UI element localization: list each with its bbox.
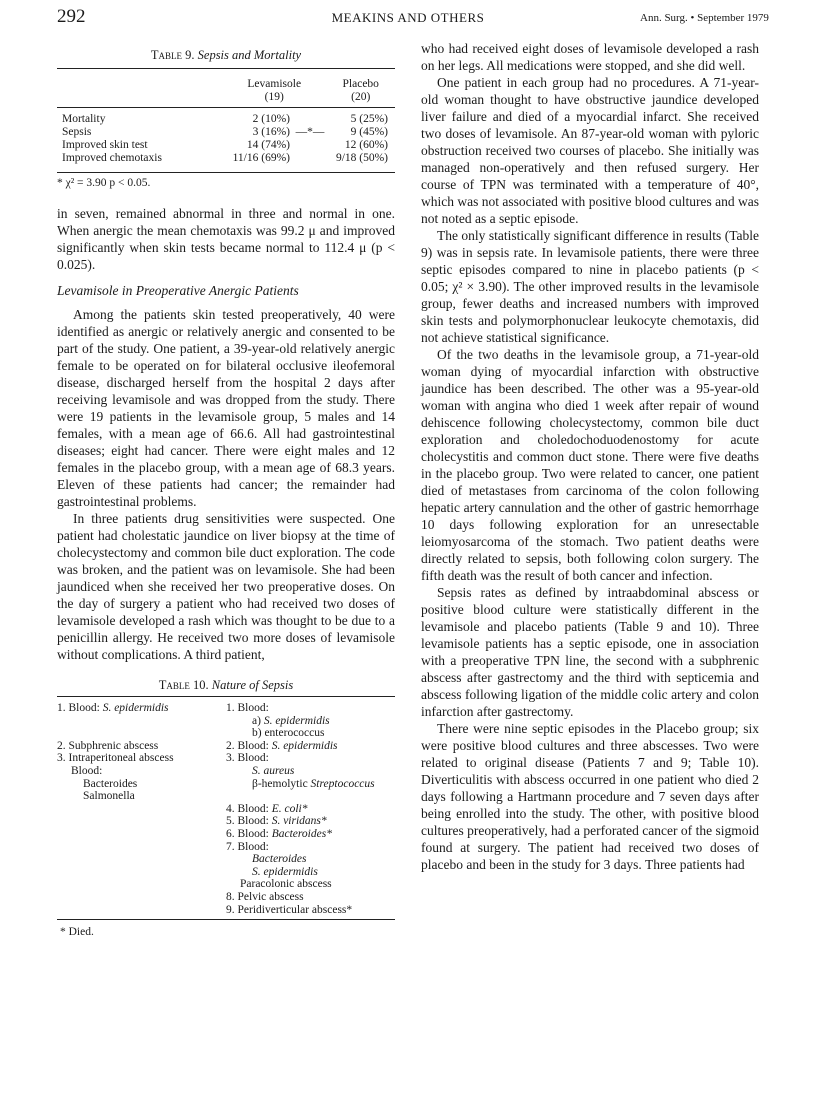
col-header-placebo-n: (20) <box>351 91 371 103</box>
sepsis-entry <box>226 866 395 879</box>
levamisole-value: 11/16 (69%) <box>232 152 290 164</box>
sepsis-entry <box>226 891 395 904</box>
placebo-value: 12 (60%) <box>344 139 388 151</box>
sepsis-entry <box>226 841 395 854</box>
sepsis-entry <box>226 878 395 891</box>
entry-text: 9. Peridiverticular abscess* <box>226 903 353 916</box>
sepsis-entry <box>226 727 395 740</box>
paragraph: in seven, remained abnormal in three and normal in one. When anergic the mean chemotaxis was 99.2 μ and improved significantly when skin tests became normal to 112.4 μ (p < 0.025). <box>57 206 395 272</box>
table9-header <box>57 78 395 104</box>
organism-name: S. epidermidis <box>102 702 169 714</box>
organism-name: Streptococcus <box>310 777 375 790</box>
table9-caption <box>57 48 395 63</box>
table10-label: Table 10. <box>158 678 209 692</box>
sepsis-entry <box>226 740 395 753</box>
entry-text: Salmonella <box>83 790 135 803</box>
paragraph: One patient in each group had no procedures. A 71-year-old woman thought to have obstructive jaundice developed liver failure and died of a myocardial infarct. She received two doses of levamisole. An 87-year-old woman with pyloric obstruction received two courses of placebo. She initially was managed non-operatively and then refused surgery. Her course of TPN was terminated with a temperature of 40°, which was not associated with positive blood cultures and was not noted as a septic episode. <box>421 75 759 226</box>
sepsis-entry <box>226 853 395 866</box>
entry-text: 3. Blood: <box>226 752 269 765</box>
entry-text: Bacteroides <box>83 777 138 790</box>
sepsis-entry <box>57 715 226 728</box>
entry-text: 3. Intraperitoneal abscess <box>57 752 174 765</box>
table10-footnote: * Died. <box>60 926 94 939</box>
paragraph: There were nine septic episodes in the Placebo group; six were positive blood cultures and three abscesses. Two were related to original disease (Patients 7 and 9; Table 10). Diverticulitis with abscess occurred in one patient who died 2 days following a Hartmann procedure and 7 seven days after being enrolled into the study. The other, with positive blood cultures preoperatively, had a perforated cancer of the sigmoid found at surgery. The patient had received two doses of placebo and been in the study for 3 days. Three patients had <box>421 721 759 872</box>
entry-text: β-hemolytic <box>252 777 311 790</box>
row-label: Sepsis <box>62 126 92 138</box>
section-heading: Levamisole in Preoperative Anergic Patients <box>57 283 299 298</box>
sepsis-entry <box>226 702 395 715</box>
sepsis-entry <box>57 752 226 765</box>
sepsis-entry <box>226 828 395 841</box>
col-header-levamisole: Levamisole <box>247 78 302 90</box>
sepsis-entry <box>57 790 226 803</box>
table10-top-rule <box>57 696 395 697</box>
table9-top-rule <box>57 68 395 69</box>
col-header-placebo: Placebo <box>342 78 379 90</box>
sepsis-entry <box>57 765 226 778</box>
organism-name: S. aureus <box>252 764 295 777</box>
page-number: 292 <box>57 6 86 27</box>
table9-title: Sepsis and Mortality <box>197 48 302 62</box>
significance-mark <box>290 113 330 126</box>
paragraph: In three patients drug sensitivities were suspected. One patient had cholestatic jaundice on liver biopsy at the time of cholecystectomy and common bile duct exploration. The code was broken, and the patient was on levamisole. She had been jaundiced when she received her two preoperative doses. On the day of surgery a patient who had received two doses of levamisole developed a rash which was thought to be due to a penicillin allergy. He received two more doses of levamisole without complications. A third patient, <box>57 511 395 662</box>
levamisole-value: 2 (10%) <box>252 113 290 125</box>
entry-text: 2. Blood: <box>226 739 272 752</box>
table9-bottom-rule <box>57 172 395 173</box>
entry-text: 2. Subphrenic abscess <box>57 739 159 752</box>
row-label: Improved skin test <box>62 139 148 151</box>
table10-bottom-rule <box>57 919 395 920</box>
entry-text: 1. Blood: <box>57 702 103 714</box>
sepsis-entry <box>57 778 226 791</box>
row-label: Mortality <box>62 113 106 125</box>
table10-title: Nature of Sepsis <box>211 678 294 692</box>
organism-name: S. epidermidis <box>252 865 318 878</box>
paragraph: The only statistically significant difference in results (Table 9) was in sepsis rate. In levamisole patients, there were three septic episodes compared to nine in placebo patients (p < 0.05; χ² × 3.90). The other improved results in the levamisole group, fewer deaths and increased numbers with improved skin tests and polymorphonuclear leukocyte chemotaxis, did not achieve statistical significance. <box>421 228 759 345</box>
paragraph: who had received eight doses of levamisole developed a rash on her legs. All medications were stopped, and she did well. <box>421 41 759 73</box>
table9-header-rule <box>57 107 395 108</box>
right-column <box>421 40 759 873</box>
entry-text: 7. Blood: <box>226 840 269 853</box>
table10 <box>57 677 395 939</box>
placebo-value: 5 (25%) <box>350 113 388 125</box>
organism-name: S. viridans* <box>271 815 327 828</box>
row-label: Improved chemotaxis <box>62 152 162 164</box>
entry-text: 5. Blood: <box>226 815 272 828</box>
sepsis-entry <box>226 778 395 791</box>
running-head: MEAKINS AND OTHERS <box>331 10 485 25</box>
organism-name: S. epidermidis <box>271 739 338 752</box>
paragraph: Of the two deaths in the levamisole group, a 71-year-old woman dying of myocardial infarction with obstructive jaundice has been described. The other was a 95-year-old woman with angina who died 1 week after repair of wound dehiscence following cholecystectomy, common bile duct exploration and choledochoduodenostomy for acute cholecystitis and common duct stone. There were five deaths in the placebo group. Two were related to cancer, one patient died of metastases from carcinoma of the colon following hepatic artery cannulation and the other of gastric hemorrhage 10 days following exploration for an unresectable leiomyosarcoma of the stomach. Two patient deaths were directly related to sepsis, both following colon surgery. The fifth death was the result of both cancer and infection. <box>421 347 759 583</box>
sepsis-entry <box>226 904 395 917</box>
entry-text: 4. Blood: <box>226 802 272 815</box>
sepsis-entry <box>57 727 226 740</box>
sepsis-entry <box>57 740 226 753</box>
sepsis-entry <box>226 803 395 816</box>
organism-name: Bacteroides* <box>271 827 332 840</box>
significance-mark <box>290 152 330 165</box>
sepsis-entry <box>226 765 395 778</box>
table10-levamisole-column <box>57 702 226 916</box>
entry-text: b) enterococcus <box>252 727 325 740</box>
entry-text: 1. Blood: <box>226 702 269 714</box>
organism-name: Bacteroides <box>252 853 307 866</box>
table-row <box>57 126 395 139</box>
sepsis-entry <box>226 752 395 765</box>
entry-text: 8. Pelvic abscess <box>226 890 304 903</box>
entry-text: 6. Blood: <box>226 827 272 840</box>
journal-citation: Ann. Surg. • September 1979 <box>640 12 769 24</box>
sepsis-entry <box>226 790 395 803</box>
significance-mark <box>290 139 330 152</box>
table9-body <box>57 113 395 165</box>
table9-label: Table 9. <box>150 48 195 62</box>
table-row <box>57 139 395 152</box>
paragraph: Sepsis rates as defined by intraabdominal abscess or positive blood culture were statistically different in the levamisole and placebo patients (Table 9 and 10). Three levamisole patients has a septic episode, one in association with a preoperative TPN line, the second with a subphrenic abscess after gastrectomy and the third with septicemia and abscess following ligation of the middle colic artery and colon infarction after gastrectomy. <box>421 585 759 719</box>
sepsis-entry <box>57 702 226 715</box>
left-column <box>57 205 395 939</box>
entry-text: Blood: <box>71 764 103 777</box>
sepsis-entry <box>226 815 395 828</box>
organism-name: S. epidermidis <box>263 714 330 727</box>
entry-text: a) <box>252 714 264 727</box>
table-row <box>57 152 395 165</box>
levamisole-value: 3 (16%) <box>252 126 290 138</box>
table10-placebo-column <box>226 702 395 916</box>
table9-footnote: * χ² = 3.90 p < 0.05. <box>57 177 151 189</box>
sepsis-entry <box>226 715 395 728</box>
placebo-value: 9 (45%) <box>350 126 388 138</box>
table-row <box>57 113 395 126</box>
paragraph: Among the patients skin tested preoperatively, 40 were identified as anergic or relatively anergic and consented to be part of the study. One patient, a 39-year-old relatively anergic female to be operated on for bilateral occlusive ileofemoral disease, discharged herself from the hospital 2 days after receiving levamisole and was dropped from the study. There were 19 patients in the levamisole group, 5 males and 14 females, with a mean age of 66.6. All had gastrointestinal diseases; eight had cancer. There were eight males and 12 females in the placebo group, with a mean age of 68.3 years. Eleven of these patients had cancer; the remainder had gastrointestinal problems. <box>57 307 395 509</box>
organism-name: E. coli* <box>271 802 308 815</box>
levamisole-value: 14 (74%) <box>246 139 290 151</box>
entry-text: Paracolonic abscess <box>240 878 332 891</box>
significance-mark: —*— <box>295 126 325 138</box>
col-header-levamisole-n: (19) <box>264 91 284 103</box>
placebo-value: 9/18 (50%) <box>335 152 388 164</box>
table10-caption <box>57 677 395 693</box>
